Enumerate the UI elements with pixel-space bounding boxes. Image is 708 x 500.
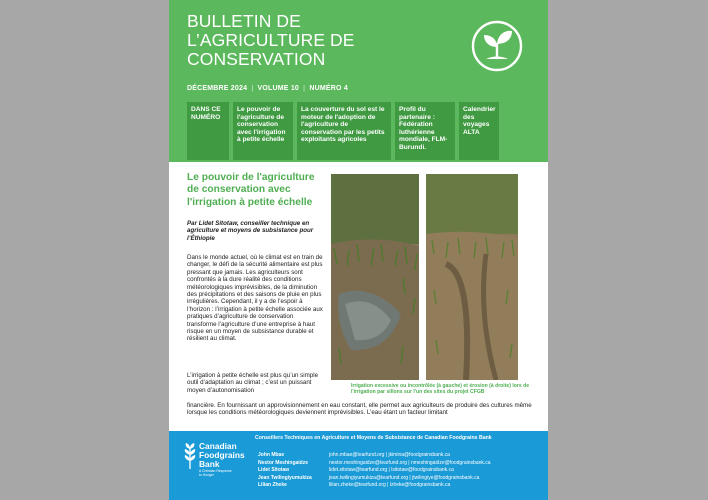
contact-name: Jean Twilingiyumukiza xyxy=(258,474,312,481)
article-paragraph: Dans le monde actuel, où le climat est en train de changer, le défi de la sécurité alimentaire est plus pressant que jamais. Les agriculteurs sont confrontés à la dure réalité des conditions météorologiques imprévisibles, de la diminution des précipitations et des saisons de pluie en plus irrégulières. Cependant, il y a de l’espoir à l’horizon : l’irrigation à petite échelle associée aux pratiques d’agriculture de conservation transforme l’agriculture d’une entreprise à haut risque en un moyen de subsistance durable et résilient au climat. xyxy=(187,254,323,343)
wheat-icon xyxy=(183,443,197,469)
org-name-line: Canadian xyxy=(199,441,237,451)
contact-row xyxy=(258,475,491,483)
contact-email[interactable]: lidet.sitotaw@tearfund.org | lsitotaw@foodgrainsbank.ca xyxy=(329,467,454,474)
org-tagline-line: to Hunger xyxy=(199,473,214,477)
contact-row xyxy=(258,460,491,468)
photo-erosion xyxy=(426,174,518,380)
toc-item[interactable]: Profil du partenaire : Fédération luthérienne mondiale, FLM-Burundi. xyxy=(395,102,455,160)
contact-email[interactable]: jean.twilingiyumukiza@tearfund.org | jtwilingiye@foodgrainsbank.ca xyxy=(329,474,480,481)
issue-separator: | xyxy=(303,85,306,92)
table-of-contents xyxy=(187,102,499,160)
issue-number: NUMÉRO 4 xyxy=(309,85,348,92)
issue-date: DÉCEMBRE 2024 xyxy=(187,85,248,92)
issue-separator: | xyxy=(251,85,254,92)
contact-row xyxy=(258,482,491,490)
org-name xyxy=(199,442,245,468)
contact-row xyxy=(258,452,491,460)
contact-row xyxy=(258,467,491,475)
bulletin-header xyxy=(169,0,548,162)
toc-item[interactable]: Le pouvoir de l'agriculture de conservation avec l'irrigation à petite échelle xyxy=(233,102,293,160)
contact-name: Lidet Sitotaw xyxy=(258,467,290,474)
contact-email[interactable]: john.mbae@tearfund.org | jkimina@foodgrainsbank.ca xyxy=(329,452,450,458)
contact-name: Lilian Zheke xyxy=(258,482,287,489)
contact-email[interactable]: nestor.meshingaidze@tearfund.org | nmeshingaidze@foodgrainsbank.ca xyxy=(329,459,491,466)
article-paragraph: financière. En fournissant un approvisionnement en eau constant, elle permet aux agriculteurs de produire des cultures même lorsque les conditions météorologiques deviennent imprévisibles. L’eau étant un facteur limitant xyxy=(187,402,532,417)
contact-email[interactable]: lilian.zheke@tearfund.org | lzheke@foodgrainsbank.ca xyxy=(329,482,451,489)
toc-heading: DANS CE NUMÉRO xyxy=(187,102,229,160)
footer-title: Conseillers Techniques en Agriculture et Moyens de Subsistance de Canadian Foodgrains Bank xyxy=(255,435,492,441)
toc-item[interactable]: Calendrier des voyages ALTA xyxy=(459,102,499,160)
org-name-line: Foodgrains xyxy=(199,449,245,460)
footer-contacts xyxy=(169,431,548,500)
sprout-icon xyxy=(471,20,523,72)
title-line-1: BULLETIN DE xyxy=(187,11,301,31)
photo-caption: Irrigation excessive ou incontrôlée (à gauche) et érosion (à droite) lors de l'irrigation par sillons sur l'un des sites du projet CFGB xyxy=(351,383,530,396)
org-tagline xyxy=(199,469,232,477)
contact-name: Nestor Meshingaidze xyxy=(258,459,309,466)
article-byline: Par Lidet Sitotaw, conseiller technique en agriculture et moyens de subsistance pour l’Éthiopie xyxy=(187,220,314,242)
bulletin-page xyxy=(169,0,548,500)
org-name-line: Bank xyxy=(199,458,220,469)
photo-over-irrigation xyxy=(331,174,419,380)
toc-item[interactable]: La couverture du sol est le moteur de l'adoption de l'agriculture de conservation par les petits exploitants agricoles xyxy=(297,102,391,160)
contact-name: John Mbae xyxy=(258,452,285,458)
title-line-3: CONSERVATION xyxy=(187,49,326,69)
issue-volume: VOLUME 10 xyxy=(257,85,300,92)
bulletin-title xyxy=(187,12,467,69)
article-title: Le pouvoir de l'agriculture de conservation avec l'irrigation à petite échelle xyxy=(187,172,315,208)
issue-info xyxy=(187,85,348,92)
org-logo xyxy=(183,441,253,491)
org-tagline-line: A Christian Response xyxy=(199,469,232,473)
contact-list xyxy=(258,452,491,490)
title-line-2: L’AGRICULTURE DE xyxy=(187,30,355,50)
article-paragraph: L’irrigation à petite échelle est plus qu’un simple outil d’adaptation au climat ; c’est un puissant moyen d’autonomisation xyxy=(187,372,319,394)
